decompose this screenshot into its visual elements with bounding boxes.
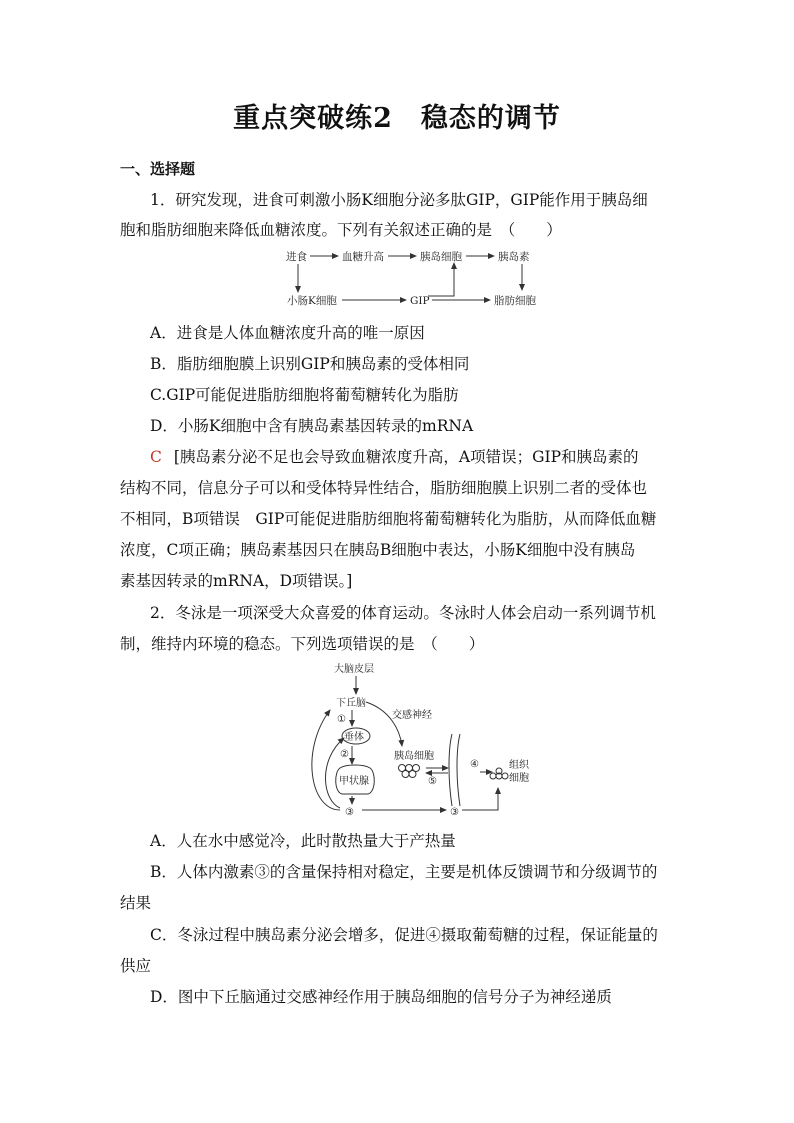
q1-stem-line1: 1．研究发现，进食可刺激小肠K细胞分泌多肽GIP，GIP能作用于胰岛细 [150,191,648,209]
q1-node-fat: 脂肪细胞 [494,295,536,307]
q2-node-islet: 胰岛细胞 [394,751,434,762]
q1-node-insulin: 胰岛素 [498,251,530,263]
q2-label-2: ② [340,749,349,760]
q1-node-gip: GIP [410,295,430,307]
q1-option-d: D．小肠K细胞中含有胰岛素基因转录的mRNA [150,417,474,435]
q2-node-thyroid: 甲状腺 [339,776,369,787]
page-title: 重点突破练2 稳态的调节 [233,103,561,134]
q1-exp-text1: [胰岛素分泌不足也会导致血糖浓度升高，A项错误；GIP和胰岛素的 [173,448,639,466]
q2-option-b-line1: B．人体内激素③的含量保持相对稳定，主要是机体反馈调节和分级调节的 [150,863,658,881]
q2-node-tissue-1: 组织 [509,760,529,771]
q2-diagram [290,660,550,820]
q1-explanation-line3: 不相同，B项错误 GIP可能促进脂肪细胞将葡萄糖转化为脂肪，从而降低血糖 [120,510,657,528]
q1-node-islet: 胰岛细胞 [420,251,462,263]
q2-node-hypothalamus: 下丘脑 [336,698,366,709]
q1-option-a: A．进食是人体血糖浓度升高的唯一原因 [150,324,425,342]
q2-node-cortex: 大脑皮层 [334,664,374,675]
q1-explanation-line1 [150,445,710,467]
q1-diagram [270,246,560,312]
q1-node-kcell: 小肠K细胞 [287,295,337,307]
q2-label-3b: ③ [450,807,459,818]
q2-label-1: ① [337,714,346,725]
q2-option-d: D．图中下丘脑通过交感神经作用于胰岛细胞的信号分子为神经递质 [150,988,612,1006]
q2-label-3a: ③ [345,807,354,818]
q2-stem-line1: 2．冬泳是一项深受大众喜爱的体育运动。冬泳时人体会启动一系列调节机 [150,604,656,622]
q1-option-b: B．脂肪细胞膜上识别GIP和胰岛素的受体相同 [150,355,470,373]
q2-option-c-line2: 供应 [120,957,152,975]
q2-label-sympathetic: 交感神经 [392,710,432,721]
q1-explanation-line5: 素基因转录的mRNA，D项错误。] [120,572,353,590]
q1-node-glucose: 血糖升高 [342,251,384,263]
q2-option-a: A．人在水中感觉冷，此时散热量大于产热量 [150,832,456,850]
q2-label-4: ④ [470,759,479,770]
q2-node-pituitary: 垂体 [344,732,364,743]
q1-answer: C [150,448,162,466]
q2-label-5: ⑤ [428,776,437,787]
q1-option-c: C.GIP可能促进脂肪细胞将葡萄糖转化为脂肪 [150,386,459,404]
q2-option-b-line2: 结果 [120,894,152,912]
q2-stem-line2: 制，维持内环境的稳态。下列选项错误的是 （ ） [120,635,485,653]
q1-stem-line2: 胞和脂肪细胞来降低血糖浓度。下列有关叙述正确的是 （ ） [120,221,562,239]
q1-node-eat: 进食 [286,251,307,263]
q1-explanation-line2: 结构不同，信息分子可以和受体特异性结合，脂肪细胞膜上识别二者的受体也 [120,479,648,497]
q2-node-tissue-2: 细胞 [509,773,529,784]
section-heading: 一、选择题 [120,160,196,178]
q1-explanation-line4: 浓度，C项正确；胰岛素基因只在胰岛B细胞中表达，小肠K细胞中没有胰岛 [120,541,636,559]
q2-option-c-line1: C．冬泳过程中胰岛素分泌会增多，促进④摄取葡萄糖的过程，保证能量的 [150,926,658,944]
